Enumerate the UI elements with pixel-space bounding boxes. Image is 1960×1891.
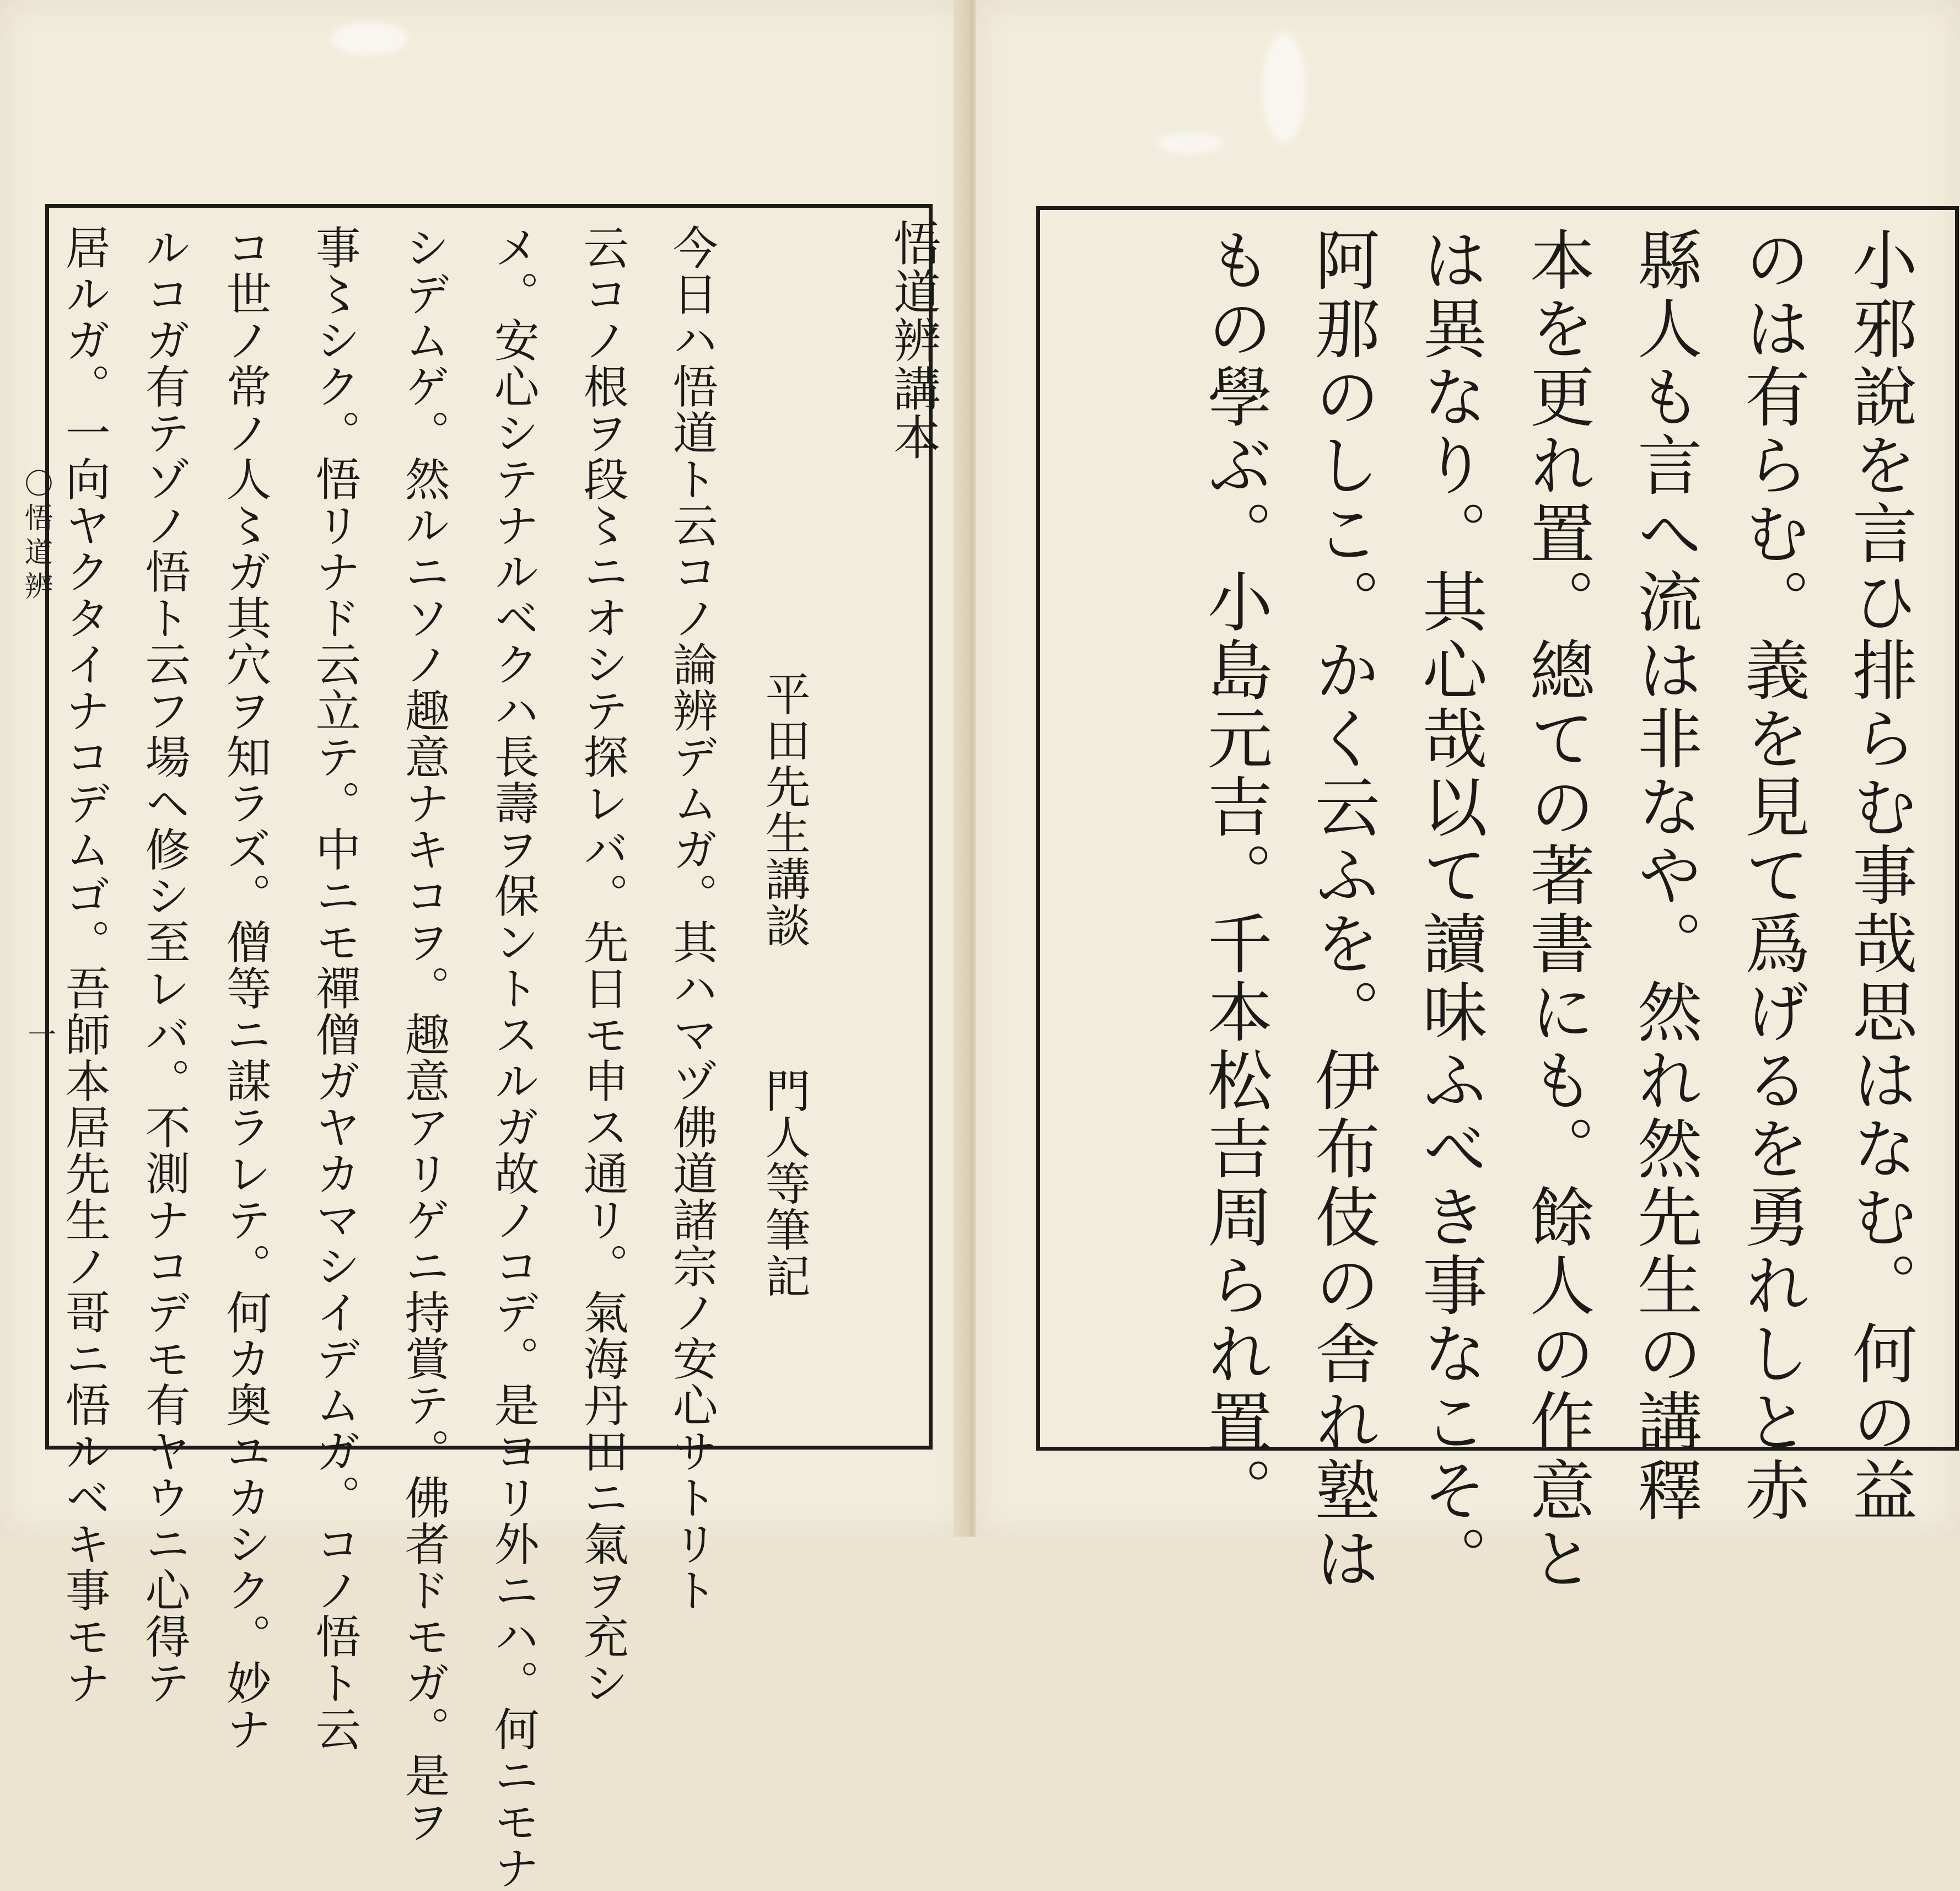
text-column: ルコガ有テゾノ悟ト云フ場ヘ修シ至レバ。不測ナコデモ有ヤウニ心得テ	[138, 224, 191, 1706]
text-frame-left	[45, 204, 940, 1891]
right-page	[976, 0, 1960, 1593]
paper-stain	[331, 22, 408, 55]
folio-number: 一	[23, 1020, 56, 1049]
text-column: もの學ぶ。小島元吉。千本松吉周られ置。	[1196, 227, 1273, 1525]
margin-title: 〇悟道辨	[19, 468, 52, 605]
paper-stain	[1262, 33, 1306, 143]
scribe-line: 門人等筆記	[758, 1068, 811, 1299]
text-column: のは有らむ。義を見て爲げるを勇れしと赤	[1733, 227, 1810, 1525]
text-column: 居ルガ。一向ヤクタイナコデムゴ。吾師本居先生ノ哥ニ悟ルベキ事モナ	[58, 224, 111, 1706]
text-column: コ世ノ常ノ人〻ガ其穴ヲ知ラズ。僧等ニ謀ラレテ。何カ奥ユカシク。妙ナ	[219, 224, 272, 1752]
text-column: 本を更れ置。總ての著書にも。餘人の作意と	[1519, 227, 1595, 1593]
text-column: 事〻シク。悟リナド云立テ。中ニモ禪僧ガヤカマシイデムガ。コノ悟ト云	[308, 224, 361, 1752]
text-column: 云コノ根ヲ段〻ニオシテ探レバ。先日モ申ス通リ。氣海丹田ニ氣ヲ充シ	[576, 224, 629, 1706]
text-column: 縣人も言へ流は非なや。然れ然先生の講釋	[1626, 227, 1703, 1525]
text-column: 今日ハ悟道ト云コノ論辨デムガ。其ハマヅ佛道諸宗ノ安心サトリト	[665, 224, 718, 1613]
author-line: 平田先生講談	[758, 671, 811, 949]
text-column: 阿那のしこ。かく云ふを。伊布伎の舎れ塾は	[1304, 227, 1380, 1593]
text-column: メ。安心シテナルベクハ長壽ヲ保ントスルガ故ノコデ。是ヨリ外ニハ。何ニモナ	[487, 224, 540, 1891]
text-column: は異なり。其心哉以て讀味ふべき事なこそ。	[1411, 227, 1488, 1593]
text-column: シデムゲ。然ルニソノ趣意ナキコヲ。趣意アリゲニ持賞テ。佛者ドモガ。是ヲ	[397, 224, 450, 1845]
text-frame-right	[1036, 206, 1959, 1593]
book-title: 悟道辨講本	[885, 219, 940, 461]
paper-stain	[1157, 132, 1224, 154]
text-column: 小邪說を言ひ排らむ事哉思はなむ。何の益	[1841, 227, 1918, 1525]
left-page	[0, 0, 968, 1891]
